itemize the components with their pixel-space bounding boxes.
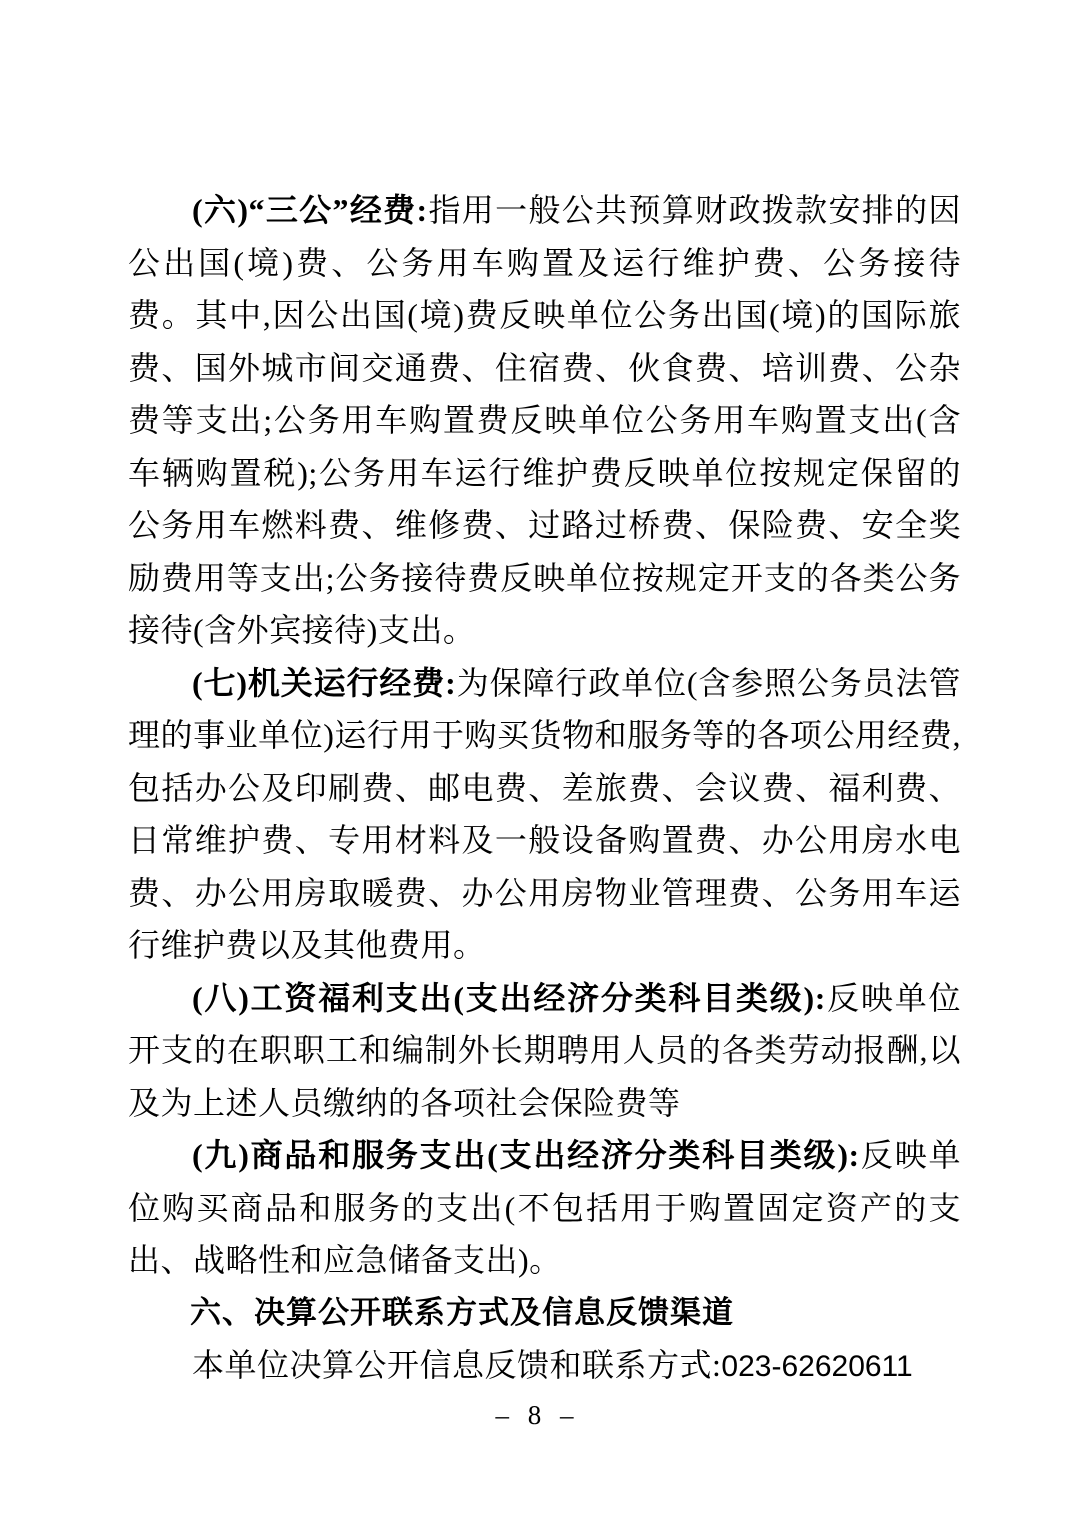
paragraph-item-9	[128, 1129, 961, 1287]
paragraph-lead: (九)商品和服务支出(支出经济分类科目类级):	[192, 1137, 860, 1173]
contact-line	[128, 1339, 961, 1394]
paragraph-body: 为保障行政单位(含参照公务员法管理的事业单位)运行用于购买货物和服务等的各项公用经费,包括办公及印刷费、邮电费、差旅费、会议费、福利费、日常维护费、专用材料及一般设备购置费、办公用房水电费、办公用房取暖费、办公用房物业管理费、公务用车运行维护费以及其他费用。	[128, 664, 961, 963]
paragraph-item-8	[128, 972, 961, 1130]
contact-label: 本单位决算公开信息反馈和联系方式:	[192, 1347, 722, 1383]
paragraph-lead: (七)机关运行经费:	[192, 664, 457, 701]
section-heading: 六、决算公开联系方式及信息反馈渠道	[190, 1294, 734, 1330]
paragraph-lead: (八)工资福利支出(支出经济分类科目类级):	[192, 979, 826, 1016]
paragraph-item-7	[128, 657, 961, 972]
contact-phone: 023-62620611	[721, 1350, 913, 1383]
paragraph-body: 指用一般公共预算财政拨款安排的因公出国(境)费、公务用车购置及运行维护费、公务接待费。其中,因公出国(境)费反映单位公务出国(境)的国际旅费、国外城市间交通费、住宿费、伙食费、培训费、公杂费等支出;公务用车购置费反映单位公务用车购置支出(含车辆购置税);公务用车运行维护费反映单位按规定保留的公务用车燃料费、维修费、过路过桥费、保险费、安全奖励费用等支出;公务接待费反映单位按规定开支的各类公务接待(含外宾接待)支出。	[128, 192, 961, 648]
document-body	[128, 184, 961, 1394]
paragraph-body: 反映单位购买商品和服务的支出(不包括用于购置固定资产的支出、战略性和应急储备支出)。	[128, 1137, 961, 1278]
paragraph-lead: (六)“三公”经费:	[192, 192, 428, 228]
paragraph-item-6	[128, 184, 961, 657]
page-number: – 8 –	[495, 1400, 580, 1430]
paragraph-body: 反映单位开支的在职职工和编制外长期聘用人员的各类劳动报酬,以及为上述人员缴纳的各项社会保险费等	[128, 979, 961, 1121]
